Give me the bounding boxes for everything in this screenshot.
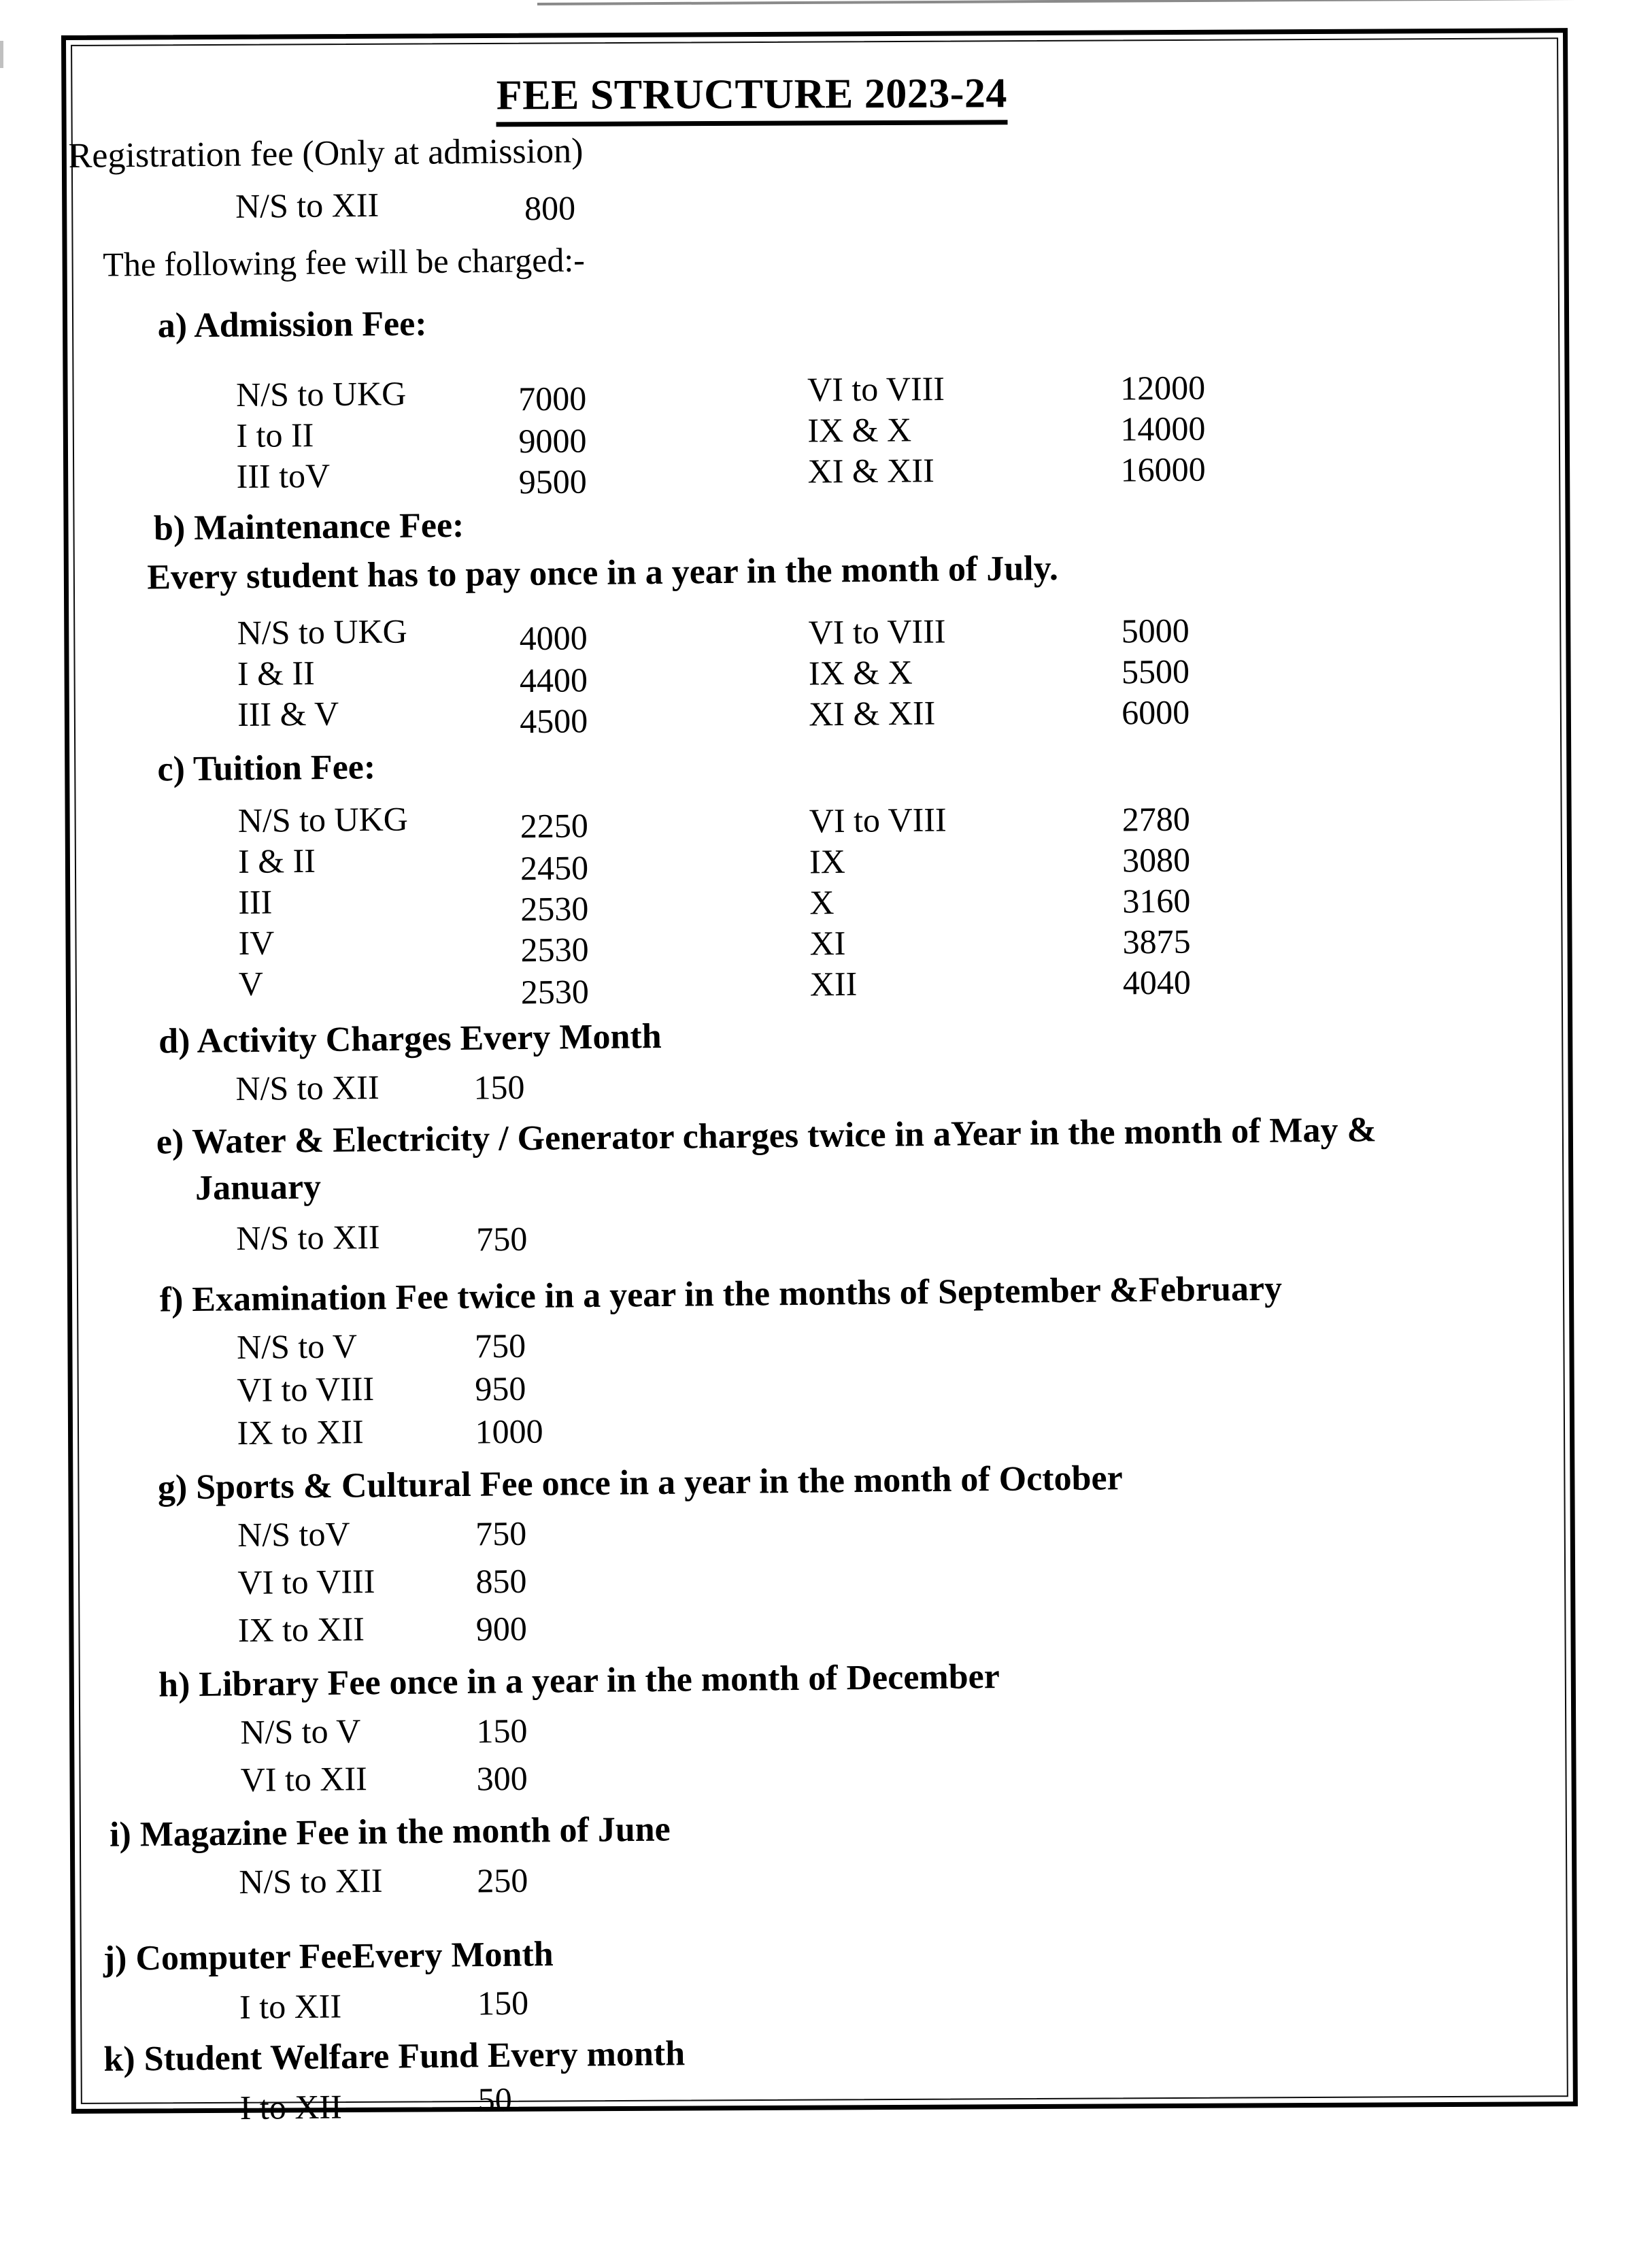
section-c-left-row-0-classes: N/S to UKG: [237, 799, 409, 839]
section-c-right-row-0-classes: VI to VIII: [809, 800, 947, 840]
scan-top-edge-artifact: [537, 0, 1646, 5]
section-h-row-0-amount: 150: [476, 1711, 528, 1750]
section-c-right-row-2-classes: X: [809, 883, 835, 922]
section-d-row-0-classes: N/S to XII: [235, 1067, 380, 1108]
section-b-left-row-1-amount: 4400: [519, 661, 588, 700]
section-f-label: f) Examination Fee twice in a year in the months of September &February: [159, 1269, 1283, 1320]
section-b-right-row-1-amount: 5500: [1121, 652, 1190, 691]
section-a-left-row-1-amount: 9000: [518, 421, 587, 461]
section-b-left-row-1-classes: I & II: [237, 653, 316, 693]
section-c-right-row-2-amount: 3160: [1122, 881, 1191, 920]
section-i-row-0-amount: 250: [477, 1861, 528, 1900]
section-c-right-row-0-amount: 2780: [1122, 799, 1191, 839]
section-h-row-1-classes: VI to XII: [240, 1759, 368, 1799]
section-b-right-row-2-classes: XI & XII: [808, 693, 936, 733]
section-b-label: b) Maintenance Fee:: [153, 505, 465, 548]
section-j-label: j) Computer FeeEvery Month: [103, 1935, 554, 1978]
section-c-left-row-2-classes: III: [238, 882, 273, 921]
section-c-right-row-1-classes: IX: [809, 842, 846, 881]
section-c-left-row-1-amount: 2450: [520, 848, 589, 888]
section-c-left-row-3-amount: 2530: [520, 930, 589, 969]
section-c-left-row-4-classes: V: [238, 964, 264, 1003]
section-c-left-row-2-amount: 2530: [520, 889, 589, 929]
section-k-row-0-classes: I to XII: [239, 2087, 342, 2127]
section-c-left-row-3-classes: IV: [238, 923, 275, 962]
section-i-row-0-classes: N/S to XII: [239, 1861, 383, 1901]
page-title: [71, 68, 1432, 122]
registration-fee-class: N/S to XII: [235, 185, 380, 225]
section-d-label: d) Activity Charges Every Month: [158, 1016, 662, 1061]
section-a-left-row-2-amount: 9500: [518, 462, 587, 501]
section-c-left-row-1-classes: I & II: [237, 841, 316, 880]
section-k-label: k) Student Welfare Fund Every month: [103, 2034, 686, 2079]
section-a-label: a) Admission Fee:: [157, 304, 427, 346]
section-e-row-0-classes: N/S to XII: [236, 1217, 380, 1257]
section-g-row-2-classes: IX to XII: [237, 1610, 365, 1649]
section-c-label: c) Tuition Fee:: [157, 748, 376, 789]
section-b-left-row-0-amount: 4000: [519, 618, 588, 658]
section-b-right-row-2-amount: 6000: [1121, 693, 1190, 732]
registration-fee-heading: Registration fee (Only at admission): [68, 131, 584, 176]
intro-line: The following fee will be charged:-: [103, 240, 586, 284]
section-j-row-0-amount: 150: [477, 1983, 529, 2023]
section-a-right-row-2-amount: 16000: [1120, 450, 1206, 489]
section-c-right-row-4-classes: XII: [809, 964, 858, 1003]
section-b-right-row-0-amount: 5000: [1121, 611, 1190, 650]
section-c-right-row-3-classes: XI: [809, 923, 846, 963]
section-a-right-row-2-classes: XI & XII: [807, 451, 934, 490]
section-g-row-1-classes: VI to VIII: [237, 1561, 375, 1601]
section-b-left-row-2-classes: III & V: [237, 694, 339, 733]
section-a-left-row-0-classes: N/S to UKG: [235, 374, 407, 414]
section-e-label-line1: e) Water & Electricity / Generator charges twice in aYear in the month of May &: [156, 1110, 1377, 1162]
section-a-left-row-2-classes: III toV: [236, 456, 331, 495]
section-f-row-0-classes: N/S to V: [236, 1327, 358, 1366]
section-h-label: h) Library Fee once in a year in the month of December: [158, 1657, 1000, 1705]
section-k-row-0-amount: 50: [477, 2080, 512, 2119]
document-content: [68, 35, 1570, 2127]
section-b-left-row-0-classes: N/S to UKG: [237, 612, 407, 652]
section-a-right-row-0-amount: 12000: [1119, 368, 1206, 408]
section-c-right-row-3-amount: 3875: [1122, 922, 1191, 961]
page-title-text: FEE STRUCTURE 2023-24: [496, 70, 1007, 127]
scan-left-edge-artifact: [0, 41, 3, 68]
section-e-label-line2: January: [195, 1167, 322, 1208]
section-h-row-1-amount: 300: [476, 1759, 528, 1798]
section-g-row-0-classes: N/S toV: [237, 1514, 350, 1554]
section-f-row-1-classes: VI to VIII: [237, 1369, 375, 1409]
section-c-left-row-0-amount: 2250: [520, 806, 589, 846]
section-c-right-row-1-amount: 3080: [1122, 840, 1191, 880]
section-b-note: Every student has to pay once in a year in the month of July.: [147, 548, 1059, 597]
section-g-row-1-amount: 850: [475, 1561, 527, 1601]
section-g-label: g) Sports & Cultural Fee once in a year in the month of October: [157, 1459, 1123, 1508]
section-a-right-row-0-classes: VI to VIII: [807, 369, 945, 409]
section-c-right-row-4-amount: 4040: [1122, 963, 1192, 1002]
section-b-right-row-0-classes: VI to VIII: [808, 612, 946, 652]
section-e-row-0-amount: 750: [476, 1219, 528, 1259]
section-h-row-0-classes: N/S to V: [240, 1712, 361, 1751]
section-g-row-0-amount: 750: [475, 1514, 527, 1553]
section-a-right-row-1-classes: IX & X: [807, 410, 912, 450]
section-b-left-row-2-amount: 4500: [519, 701, 588, 741]
section-g-row-2-amount: 900: [475, 1609, 528, 1648]
registration-fee-amount: 800: [524, 188, 576, 228]
section-f-row-0-amount: 750: [474, 1326, 526, 1365]
section-j-row-0-classes: I to XII: [239, 1986, 342, 2026]
section-d-row-0-amount: 150: [473, 1067, 525, 1107]
section-a-left-row-1-classes: I to II: [236, 416, 314, 454]
section-a-left-row-0-amount: 7000: [518, 379, 587, 418]
section-f-row-2-amount: 1000: [475, 1412, 543, 1451]
section-f-row-1-amount: 950: [475, 1369, 526, 1408]
section-b-right-row-1-classes: IX & X: [808, 652, 913, 693]
section-i-label: i) Magazine Fee in the month of June: [109, 1810, 671, 1855]
section-f-row-2-classes: IX to XII: [237, 1412, 364, 1452]
section-c-left-row-4-amount: 2530: [520, 972, 590, 1012]
section-a-right-row-1-amount: 14000: [1120, 409, 1206, 448]
